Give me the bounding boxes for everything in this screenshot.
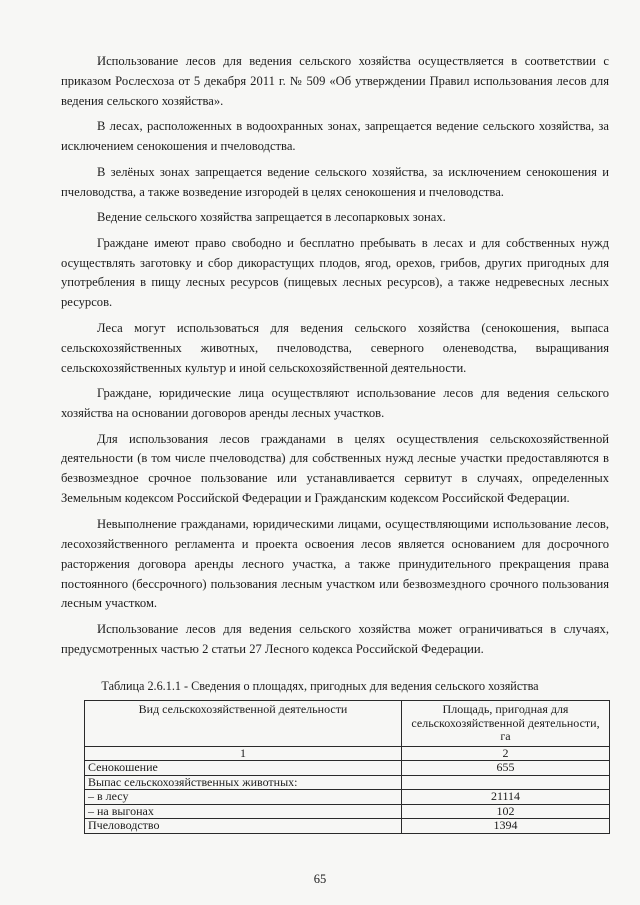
row-label: Выпас сельскохозяйственных животных: xyxy=(85,775,402,790)
table-row xyxy=(85,761,610,776)
table-column-number-row xyxy=(85,746,610,761)
paragraph: Ведение сельского хозяйства запрещается в лесопарковых зонах. xyxy=(97,210,446,225)
body-text xyxy=(61,52,609,665)
column-number: 1 xyxy=(85,746,402,761)
header-activity-type: Вид сельскохозяйственной деятельности xyxy=(85,701,402,747)
row-value: 21114 xyxy=(402,790,610,805)
table-row xyxy=(85,804,610,819)
row-value: 102 xyxy=(402,804,610,819)
row-value: 655 xyxy=(402,761,610,776)
agriculture-area-table xyxy=(84,700,610,834)
table-row xyxy=(85,819,610,834)
row-label: – в лесу xyxy=(85,790,402,805)
paragraph: Невыполнение гражданами, юридическими лицами, осуществляющими использование лесов, лесохозяйственного регламента и проекта освоения лесов является основанием для досрочного расторжения договора аренды лесного участка, а также принудительного прекращения права постоянного (бессрочного) пользования лесным участком или безвозмездного срочного пользования лесным участком. xyxy=(61,516,609,611)
paragraph: Использование лесов для ведения сельского хозяйства может ограничиваться в случаях, предусмотренных частью 2 статьи 27 Лесного кодекса Российской Федерации. xyxy=(61,621,609,656)
paragraph: В лесах, расположенных в водоохранных зонах, запрещается ведение сельского хозяйства, за исключением сенокошения и пчеловодства. xyxy=(61,119,609,154)
paragraph: В зелёных зонах запрещается ведение сельского хозяйства, за исключением сенокошения и пчеловодства, а также возведение изгородей в целях сенокошения и пчеловодства. xyxy=(61,164,609,199)
paragraph: Леса могут использоваться для ведения сельского хозяйства (сенокошения, выпаса сельскохозяйственных животных, пчеловодства, северного оленеводства, выращивания сельскохозяйственных культур и иной сельскохозяйственной деятельности. xyxy=(61,320,609,375)
row-label: Сенокошение xyxy=(85,761,402,776)
table-row xyxy=(85,790,610,805)
page-number: 65 xyxy=(313,872,327,886)
table-row xyxy=(85,775,610,790)
row-value: 1394 xyxy=(402,819,610,834)
row-label: Пчеловодство xyxy=(85,819,402,834)
paragraph: Граждане, юридические лица осуществляют использование лесов для ведения сельского хозяйства на основании договоров аренды лесных участков. xyxy=(61,386,609,421)
header-area: Площадь, пригодная для сельскохозяйственной деятельности, га xyxy=(402,701,610,747)
row-label: – на выгонах xyxy=(85,804,402,819)
column-number: 2 xyxy=(402,746,610,761)
table-caption: Таблица 2.6.1.1 - Сведения о площадях, пригодных для ведения сельского хозяйства xyxy=(101,679,539,693)
table-header-row xyxy=(85,701,610,747)
paragraph: Использование лесов для ведения сельского хозяйства осуществляется в соответствии с приказом Рослесхоза от 5 декабря 2011 г. № 509 «Об утверждении Правил использования лесов для ведения сельского хозяйства». xyxy=(61,54,609,108)
paragraph: Для использования лесов гражданами в целях осуществления сельскохозяйственной деятельности (в том числе пчеловодства) для собственных нужд лесные участки предоставляются в безвозмездное срочное пользование или устанавливается сервитут в случаях, определенных Земельным кодексом Российской Федерации и Гражданским кодексом Российской Федерации. xyxy=(61,431,609,506)
row-value xyxy=(402,775,610,790)
paragraph: Граждане имеют право свободно и бесплатно пребывать в лесах и для собственных нужд осуществлять заготовку и сбор дикорастущих плодов, ягод, орехов, грибов, других пригодных для употребления в пищу лесных ресурсов (пищевых лесных ресурсов), а также недревесных лесных ресурсов. xyxy=(61,235,609,310)
